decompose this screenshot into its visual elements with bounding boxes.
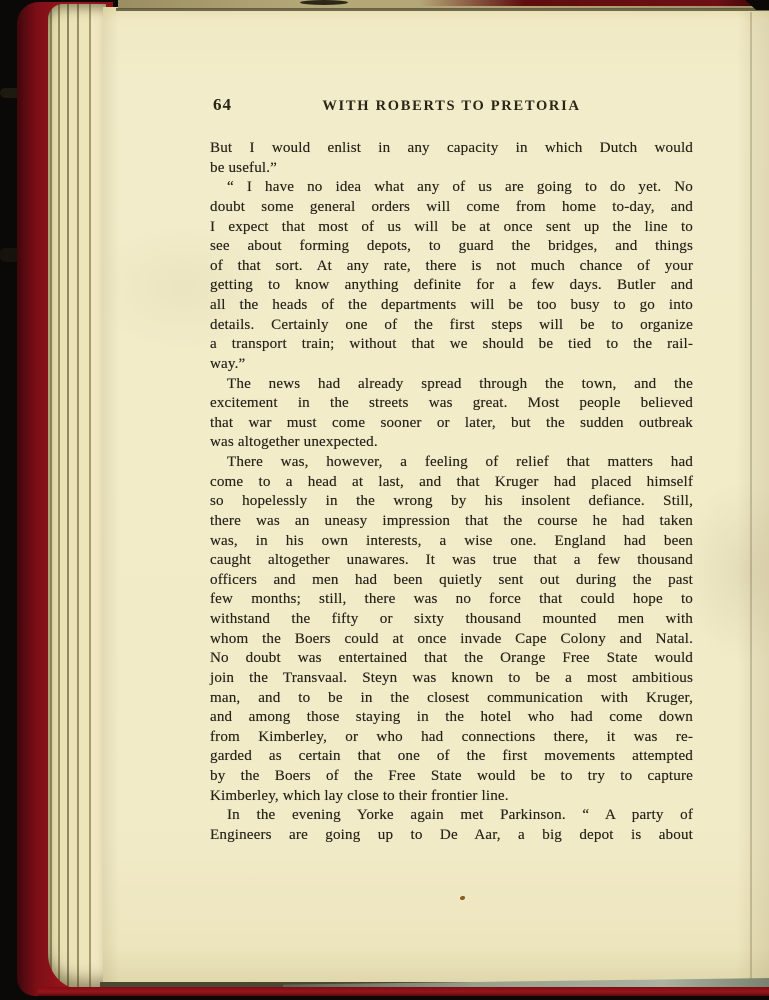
text-line: officers and men had been quietly sent out during the past bbox=[210, 571, 693, 588]
foxing-speck bbox=[460, 896, 465, 900]
cover-bottom-edge bbox=[38, 987, 769, 996]
text-line: all the heads of the departments will be too busy to go into bbox=[210, 297, 693, 313]
running-header-title: WITH ROBERTS TO PRETORIA bbox=[322, 98, 581, 114]
text-line: see about forming depots, to guard the bridges, and things bbox=[210, 238, 693, 255]
text-line: withstand the fifty or sixty thousand mounted men with bbox=[210, 611, 693, 627]
text-line: was altogether unexpected. bbox=[210, 434, 378, 451]
text-line: garded as certain that one of the first movements attempted bbox=[210, 748, 693, 765]
text-line: I expect that most of us will be at once sent up the line to bbox=[210, 218, 693, 235]
text-line: “ I have no idea what any of us are going to do yet. No bbox=[227, 179, 693, 196]
text-line: doubt some general orders will come from home to-day, and bbox=[210, 198, 693, 215]
text-line: The news had already spread through the town, and the bbox=[227, 375, 693, 392]
text-line: There was, however, a feeling of relief that matters had bbox=[227, 454, 693, 470]
text-line: come to a head at last, and that Kruger had placed himself bbox=[210, 473, 693, 490]
page-fore-edge-stack bbox=[48, 4, 106, 990]
text-line: by the Boers of the Free State would be to try to capture bbox=[210, 768, 693, 784]
text-line: a transport train; without that we should be tied to the rail- bbox=[210, 336, 693, 353]
folio-page-number: 64 bbox=[213, 95, 232, 114]
text-line: way.” bbox=[210, 355, 246, 372]
text-line: getting to know anything definite for a few days. Butler and bbox=[210, 277, 693, 294]
text-line: was, in his own interests, a wise one. England had been bbox=[210, 532, 693, 549]
cover-top-edge bbox=[420, 0, 769, 6]
text-line: and among those staying in the hotel who had come down bbox=[210, 709, 693, 726]
text-line: excitement in the streets was great. Most people believed bbox=[210, 395, 693, 412]
top-edge-mark bbox=[300, 0, 348, 5]
top-edge-shadow-line bbox=[116, 8, 769, 11]
text-line: there was an uneasy impression that the course he had taken bbox=[210, 512, 693, 529]
text-line: be useful.” bbox=[210, 159, 278, 176]
text-line: so hopelessly in the wrong by his insolent defiance. Still, bbox=[210, 493, 693, 510]
text-line: In the evening Yorke again met Parkinson. “ A party of bbox=[227, 807, 693, 824]
page-crease bbox=[750, 12, 752, 984]
text-line: few months; still, there was no force that could hope to bbox=[210, 591, 693, 608]
text-line: join the Transvaal. Steyn was known to be a most ambitious bbox=[210, 669, 693, 686]
text-line: of that sort. At any rate, there is not much chance of your bbox=[210, 257, 693, 274]
text-line: But I would enlist in any capacity in which Dutch would bbox=[210, 140, 693, 156]
text-line: man, and to be in the closest communication with Kruger, bbox=[210, 689, 693, 706]
text-line: Engineers are going up to De Aar, a big depot is about bbox=[210, 826, 693, 843]
text-line: details. Certainly one of the first steps will be to organize bbox=[210, 316, 693, 333]
text-line: No doubt was entertained that the Orange Free State would bbox=[210, 650, 693, 667]
book-page bbox=[103, 7, 769, 985]
text-line: from Kimberley, or who had connections there, it was re- bbox=[210, 728, 693, 745]
text-line: Kimberley, which lay close to their frontier line. bbox=[210, 787, 509, 804]
text-line: caught altogether unawares. It was true that a few thousand bbox=[210, 552, 693, 569]
body-text-block bbox=[210, 139, 693, 846]
text-line: whom the Boers could at once invade Cape Colony and Natal. bbox=[210, 630, 693, 647]
text-line: that war must come sooner or later, but the sudden outbreak bbox=[210, 414, 693, 431]
